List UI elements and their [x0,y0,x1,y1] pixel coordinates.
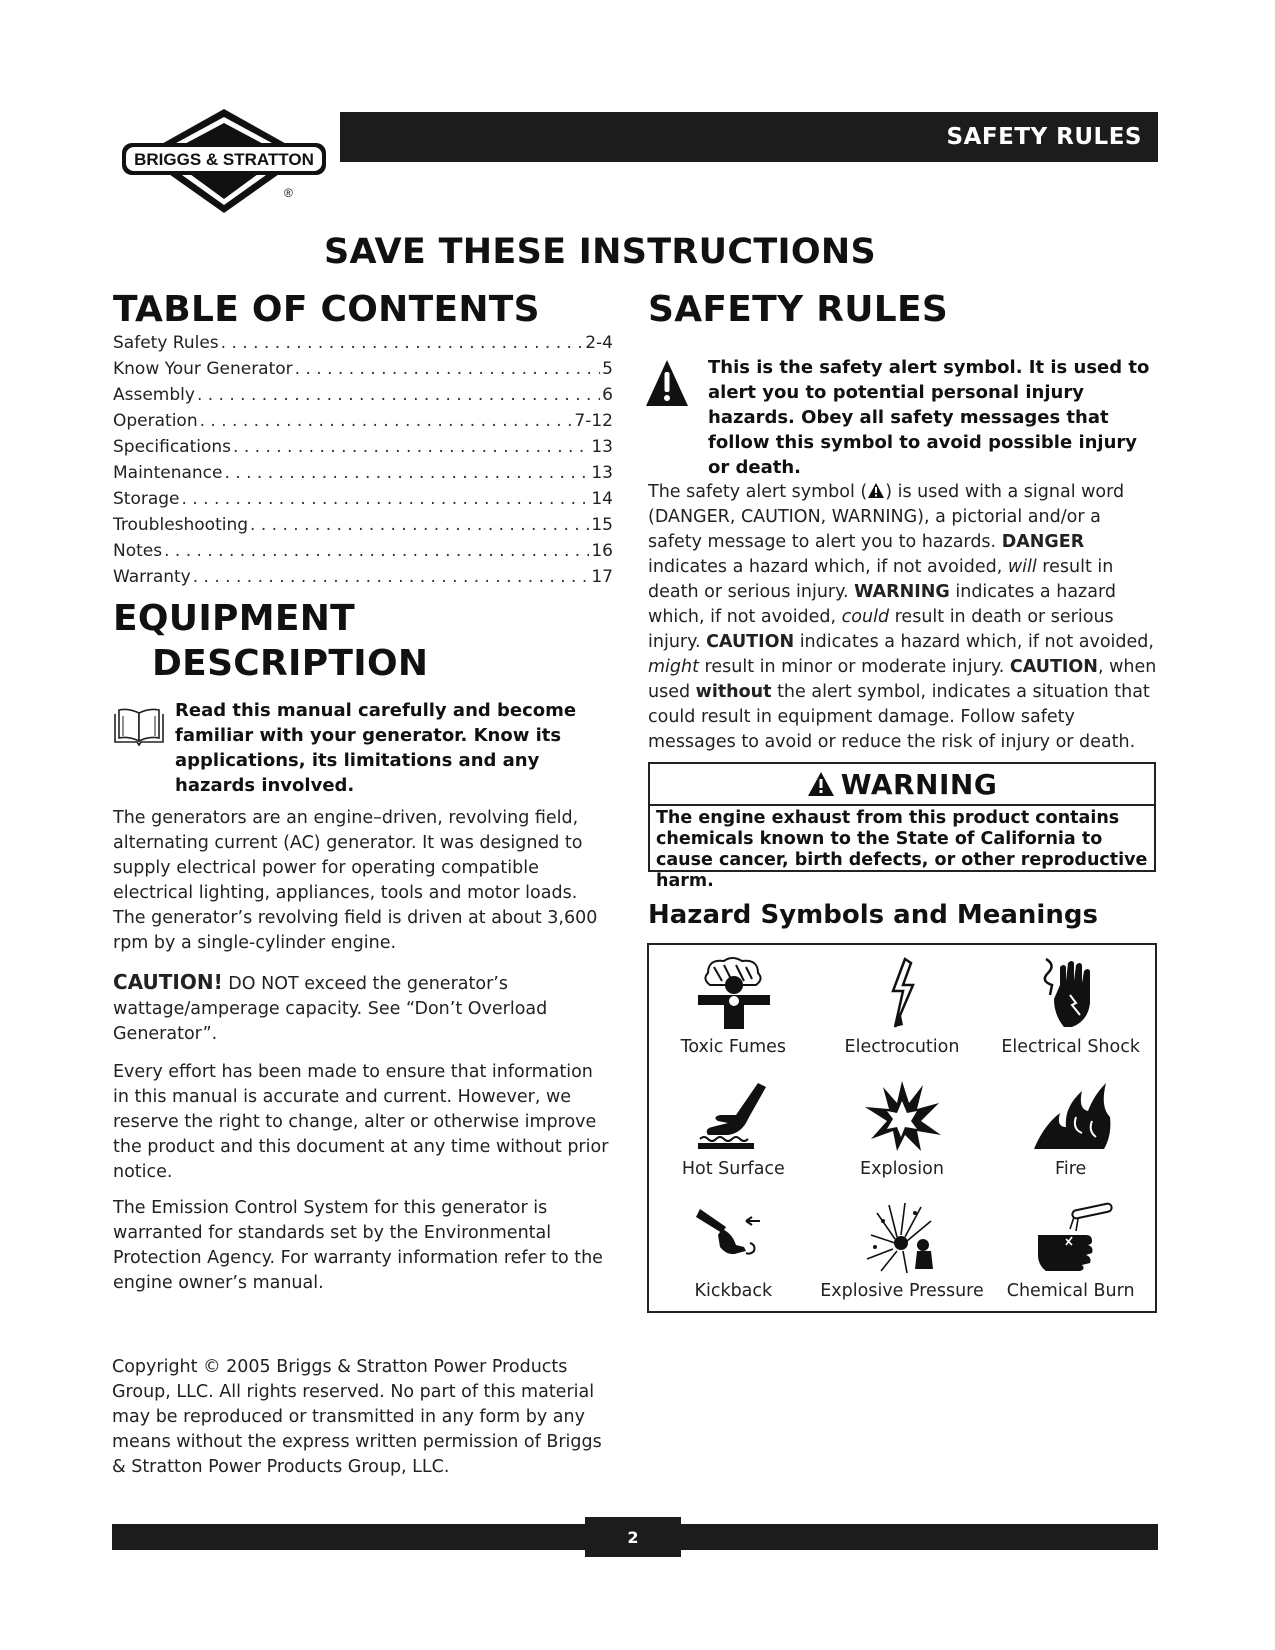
hazard-item [649,1067,818,1189]
toc-item[interactable]: Know Your Generator . . . 5 [113,359,613,385]
safety-rules-heading: SAFETY RULES [648,289,949,330]
hazard-item [649,945,818,1067]
caution-text: DO NOT exceed the generator’s wattage/amperage capacity. See “Don’t Overload Generator”. [113,974,548,1044]
read-manual-book-icon [113,708,165,748]
toc-item[interactable]: Troubleshooting . . . 15 [113,515,613,541]
hazard-label: Explosive Pressure [820,1281,984,1301]
hazard-label: Hot Surface [681,1159,785,1179]
toc-item[interactable]: Safety Rules . . . 2-4 [113,333,613,359]
page-title: SAVE THESE INSTRUCTIONS [324,232,876,272]
toxic-fumes-icon [688,955,778,1031]
caution-word: CAUTION! [113,970,223,994]
electrical-shock-icon [1026,955,1116,1031]
section-title: SAFETY RULES [946,124,1142,150]
kickback-icon [688,1199,778,1275]
hazard-label: Explosion [860,1159,944,1179]
hazard-label: Chemical Burn [1006,1281,1135,1301]
hazard-item [649,1189,818,1311]
hazard-label: Electrocution [844,1037,960,1057]
hazard-symbols-heading: Hazard Symbols and Meanings [648,900,1098,930]
toc-heading: TABLE OF CONTENTS [113,289,540,330]
warning-title-row [650,764,1154,806]
hazard-item [986,1189,1155,1311]
read-manual-note: Read this manual carefully and become familiar with your generator. Know its applications, its limitations and any hazards involved. [175,700,577,796]
toc-item[interactable]: Operation . . . 7-12 [113,411,613,437]
hazard-label: Fire [1055,1159,1087,1179]
safety-alert-inline-icon [867,482,885,499]
safety-alert-note: This is the safety alert symbol. It is used to alert you to potential personal injury hazards. Obey all safety messages that follow this symbol to avoid possible injury or death. [708,357,1150,478]
chemical-burn-icon [1026,1199,1116,1275]
svg-text:BRIGGS & STRATTON: BRIGGS & STRATTON [134,150,314,169]
hazard-symbols-table [647,943,1157,1313]
explosion-icon [857,1077,947,1153]
safety-alert-icon [645,358,689,408]
accuracy-note: Every effort has been made to ensure that information in this manual is accurate and current. However, we reserve the right to change, alter or otherwise improve the product and this document at any time without prior notice. [113,1062,609,1182]
equipment-description: The generators are an engine–driven, revolving field, alternating current (AC) generator. It was designed to supply electrical power for operating compatible electrical lighting, appliances, tools and motor loads. The generator’s revolving field is driven at about 3,600 rpm by a single-cylinder engine. [113,808,598,953]
warning-text: The engine exhaust from this product contains chemicals known to the State of California to cause cancer, birth defects, or other reproductive harm. [656,808,1148,891]
hazard-label: Electrical Shock [1001,1037,1140,1057]
hazard-label: Kickback [694,1281,773,1301]
toc-item[interactable]: Notes . . . 16 [113,541,613,567]
warning-title: WARNING [840,767,998,801]
toc-item[interactable]: Specifications . . . 13 [113,437,613,463]
signal-word-explanation: The safety alert symbol ( ) is used with a signal word (DANGER, CAUTION, WARNING), a pictorial and/or a safety message to alert you to hazards. DANGER indicates a hazard which, if not avoided, will result in death or serious injury. WARNING indicates a hazard which, if not avoided, could result in death or serious injury. CAUTION indicates a hazard which, if not avoided, might result in minor or moderate injury. CAUTION, when used without the alert symbol, indicates a situation that could result in equipment damage. Follow safety messages to avoid or reduce the risk of injury or death. [648,482,1157,752]
hazard-item [986,945,1155,1067]
explosive-pressure-icon [857,1199,947,1275]
section-header-bar [340,112,1158,162]
toc-item[interactable]: Assembly . . . 6 [113,385,613,411]
fire-icon [1026,1077,1116,1153]
hazard-label: Toxic Fumes [680,1037,787,1057]
emission-note: The Emission Control System for this generator is warranted for standards set by the Environmental Protection Agency. For warranty information refer to the engine owner’s manual. [113,1198,603,1293]
toc-item[interactable]: Maintenance . . . 13 [113,463,613,489]
copyright-notice: Copyright © 2005 Briggs & Stratton Power Products Group, LLC. All rights reserved. No part of this material may be reproduced or transmitted in any form by any means without the express written permission of Briggs & Stratton Power Products Group, LLC. [112,1357,602,1477]
equipment-heading-line2: DESCRIPTION [152,643,429,684]
hazard-item [818,1067,987,1189]
hot-surface-icon [688,1077,778,1153]
toc-item[interactable]: Warranty . . . 17 [113,567,613,593]
page-number: 2 [585,1517,681,1557]
svg-text:®: ® [284,186,293,200]
hazard-item [818,1189,987,1311]
table-of-contents [113,333,613,593]
equipment-heading: EQUIPMENT [113,598,356,639]
briggs-stratton-logo [118,105,330,223]
warning-icon [807,771,835,797]
caution-note [113,970,613,1047]
hazard-item [986,1067,1155,1189]
electrocution-icon [857,955,947,1031]
toc-item[interactable]: Storage . . . 14 [113,489,613,515]
california-warning-box [648,762,1156,891]
hazard-item [818,945,987,1067]
